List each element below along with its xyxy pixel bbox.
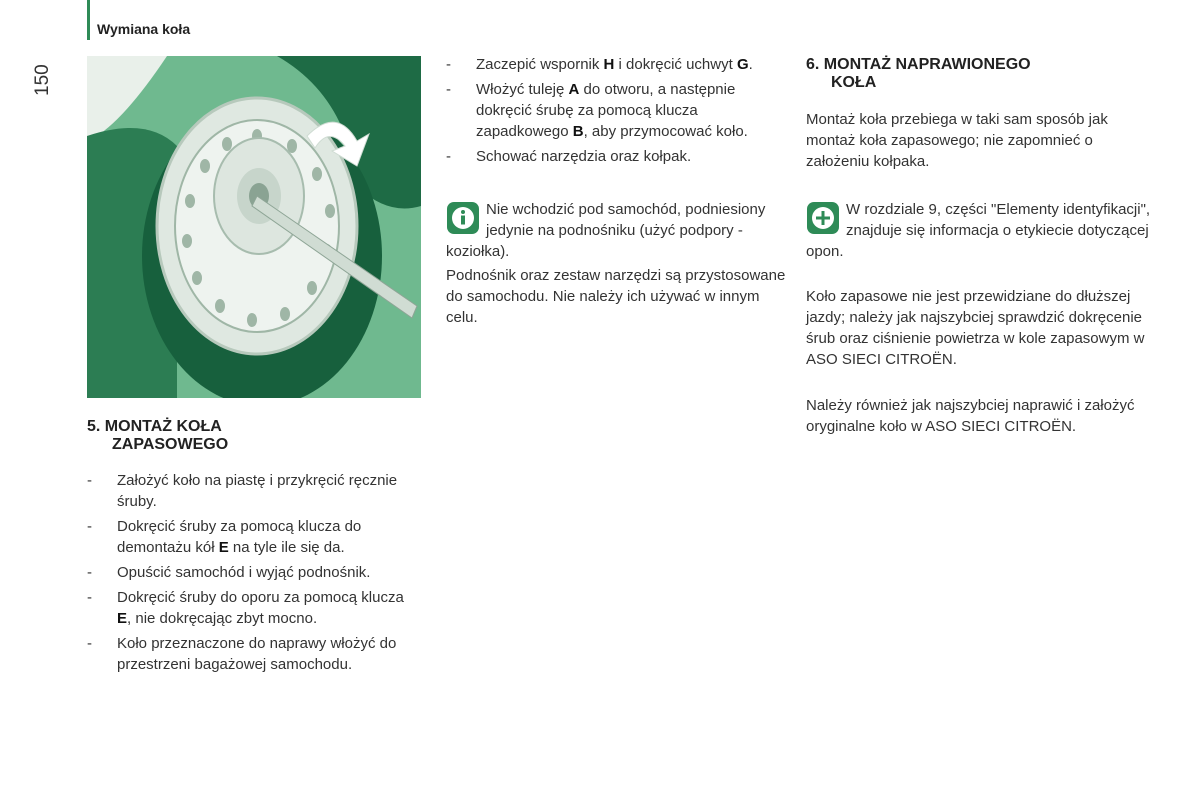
section-5-heading	[87, 418, 228, 454]
tools-info-paragraph: Podnośnik oraz zestaw narzędzi są przystosowane do samochodu. Nie należy ich używać w innym celu.	[446, 267, 786, 326]
step-key-letter: E	[218, 539, 229, 556]
list-item	[87, 470, 417, 512]
step-text: Dokręcić śruby do oporu za pomocą klucza	[117, 589, 404, 606]
step-text: Dokręcić śruby za pomocą klucza do demontażu kół	[117, 518, 362, 556]
step-text: Zaczepić wspornik	[476, 56, 604, 73]
section-6-title-line2: KOŁA	[831, 74, 877, 91]
section-5-title-line2: ZAPASOWEGO	[112, 436, 229, 453]
step-text: do otworu, a następnie dokręcić śrubę za pomocą klucza zapadkowego	[476, 81, 736, 140]
section-6-title-line1: MONTAŻ NAPRAWIONEGO	[823, 56, 1031, 73]
step-text: .	[748, 56, 753, 73]
step-text: , nie dokręcając zbyt mocno.	[127, 610, 318, 627]
section-5-number: 5.	[87, 418, 101, 435]
plus-icon	[806, 201, 840, 235]
section-5-title-line1: MONTAŻ KOŁA	[104, 418, 222, 435]
header-accent-bar	[87, 0, 90, 40]
step-text: , aby przymocować koło.	[583, 123, 748, 140]
list-item	[87, 587, 417, 629]
list-item	[87, 633, 417, 675]
spare-wheel-paragraph: Koło zapasowe nie jest przewidziane do dłuższej jazdy; należy jak najszybciej sprawdzić dokręcenie śrub oraz ciśnienie powietrza w kole zapasowym w ASO SIECI CITROËN.	[806, 288, 1145, 368]
reference-note	[806, 199, 1151, 262]
step-text: Koło przeznaczone do naprawy włożyć do przestrzeni bagażowej samochodu.	[117, 635, 397, 673]
step-text: Schować narzędzia oraz kołpak.	[476, 148, 692, 165]
list-item	[446, 79, 791, 142]
repair-wheel-paragraph: Należy również jak najszybciej naprawić i założyć oryginalne koło w ASO SIECI CITROËN.	[806, 397, 1135, 435]
step-key-letter: B	[572, 123, 584, 140]
page-header-title: Wymiana koła	[97, 21, 191, 37]
step-key-letter: A	[568, 81, 580, 98]
list-item	[446, 54, 791, 75]
step-key-letter: E	[117, 610, 128, 627]
list-item	[446, 146, 791, 167]
step-text: Założyć koło na piastę i przykręcić ręcznie śruby.	[117, 472, 398, 510]
step-text: Włożyć tuleję	[476, 81, 569, 98]
list-item	[87, 562, 417, 583]
step-text: Opuścić samochód i wyjąć podnośnik.	[117, 564, 371, 581]
wheel-mounting-illustration	[87, 56, 421, 398]
section-6-heading	[806, 56, 1031, 92]
step-text: i dokręcić uchwyt	[614, 56, 737, 73]
section-5-steps	[87, 470, 417, 679]
step-text: na tyle ile się da.	[228, 539, 345, 556]
step-key-letter: G	[736, 56, 749, 73]
warning-note	[446, 199, 786, 262]
list-item	[87, 516, 417, 558]
info-icon	[446, 201, 480, 235]
step-key-letter: H	[603, 56, 615, 73]
page-number: 150	[32, 64, 53, 96]
warning-note-text: Nie wchodzić pod samochód, podniesiony jedynie na podnośniku (użyć podpory - koziołka).	[446, 201, 766, 260]
reference-note-text: W rozdziale 9, części "Elementy identyfikacji", znajduje się informacja o etykiecie dotyczącej opon.	[806, 201, 1151, 260]
section-6-number: 6.	[806, 56, 820, 73]
section-6-intro: Montaż koła przebiega w taki sam sposób jak montaż koła zapasowego; nie zapomnieć o założeniu kołpaka.	[806, 111, 1108, 170]
section-5-steps-continued	[446, 54, 791, 171]
